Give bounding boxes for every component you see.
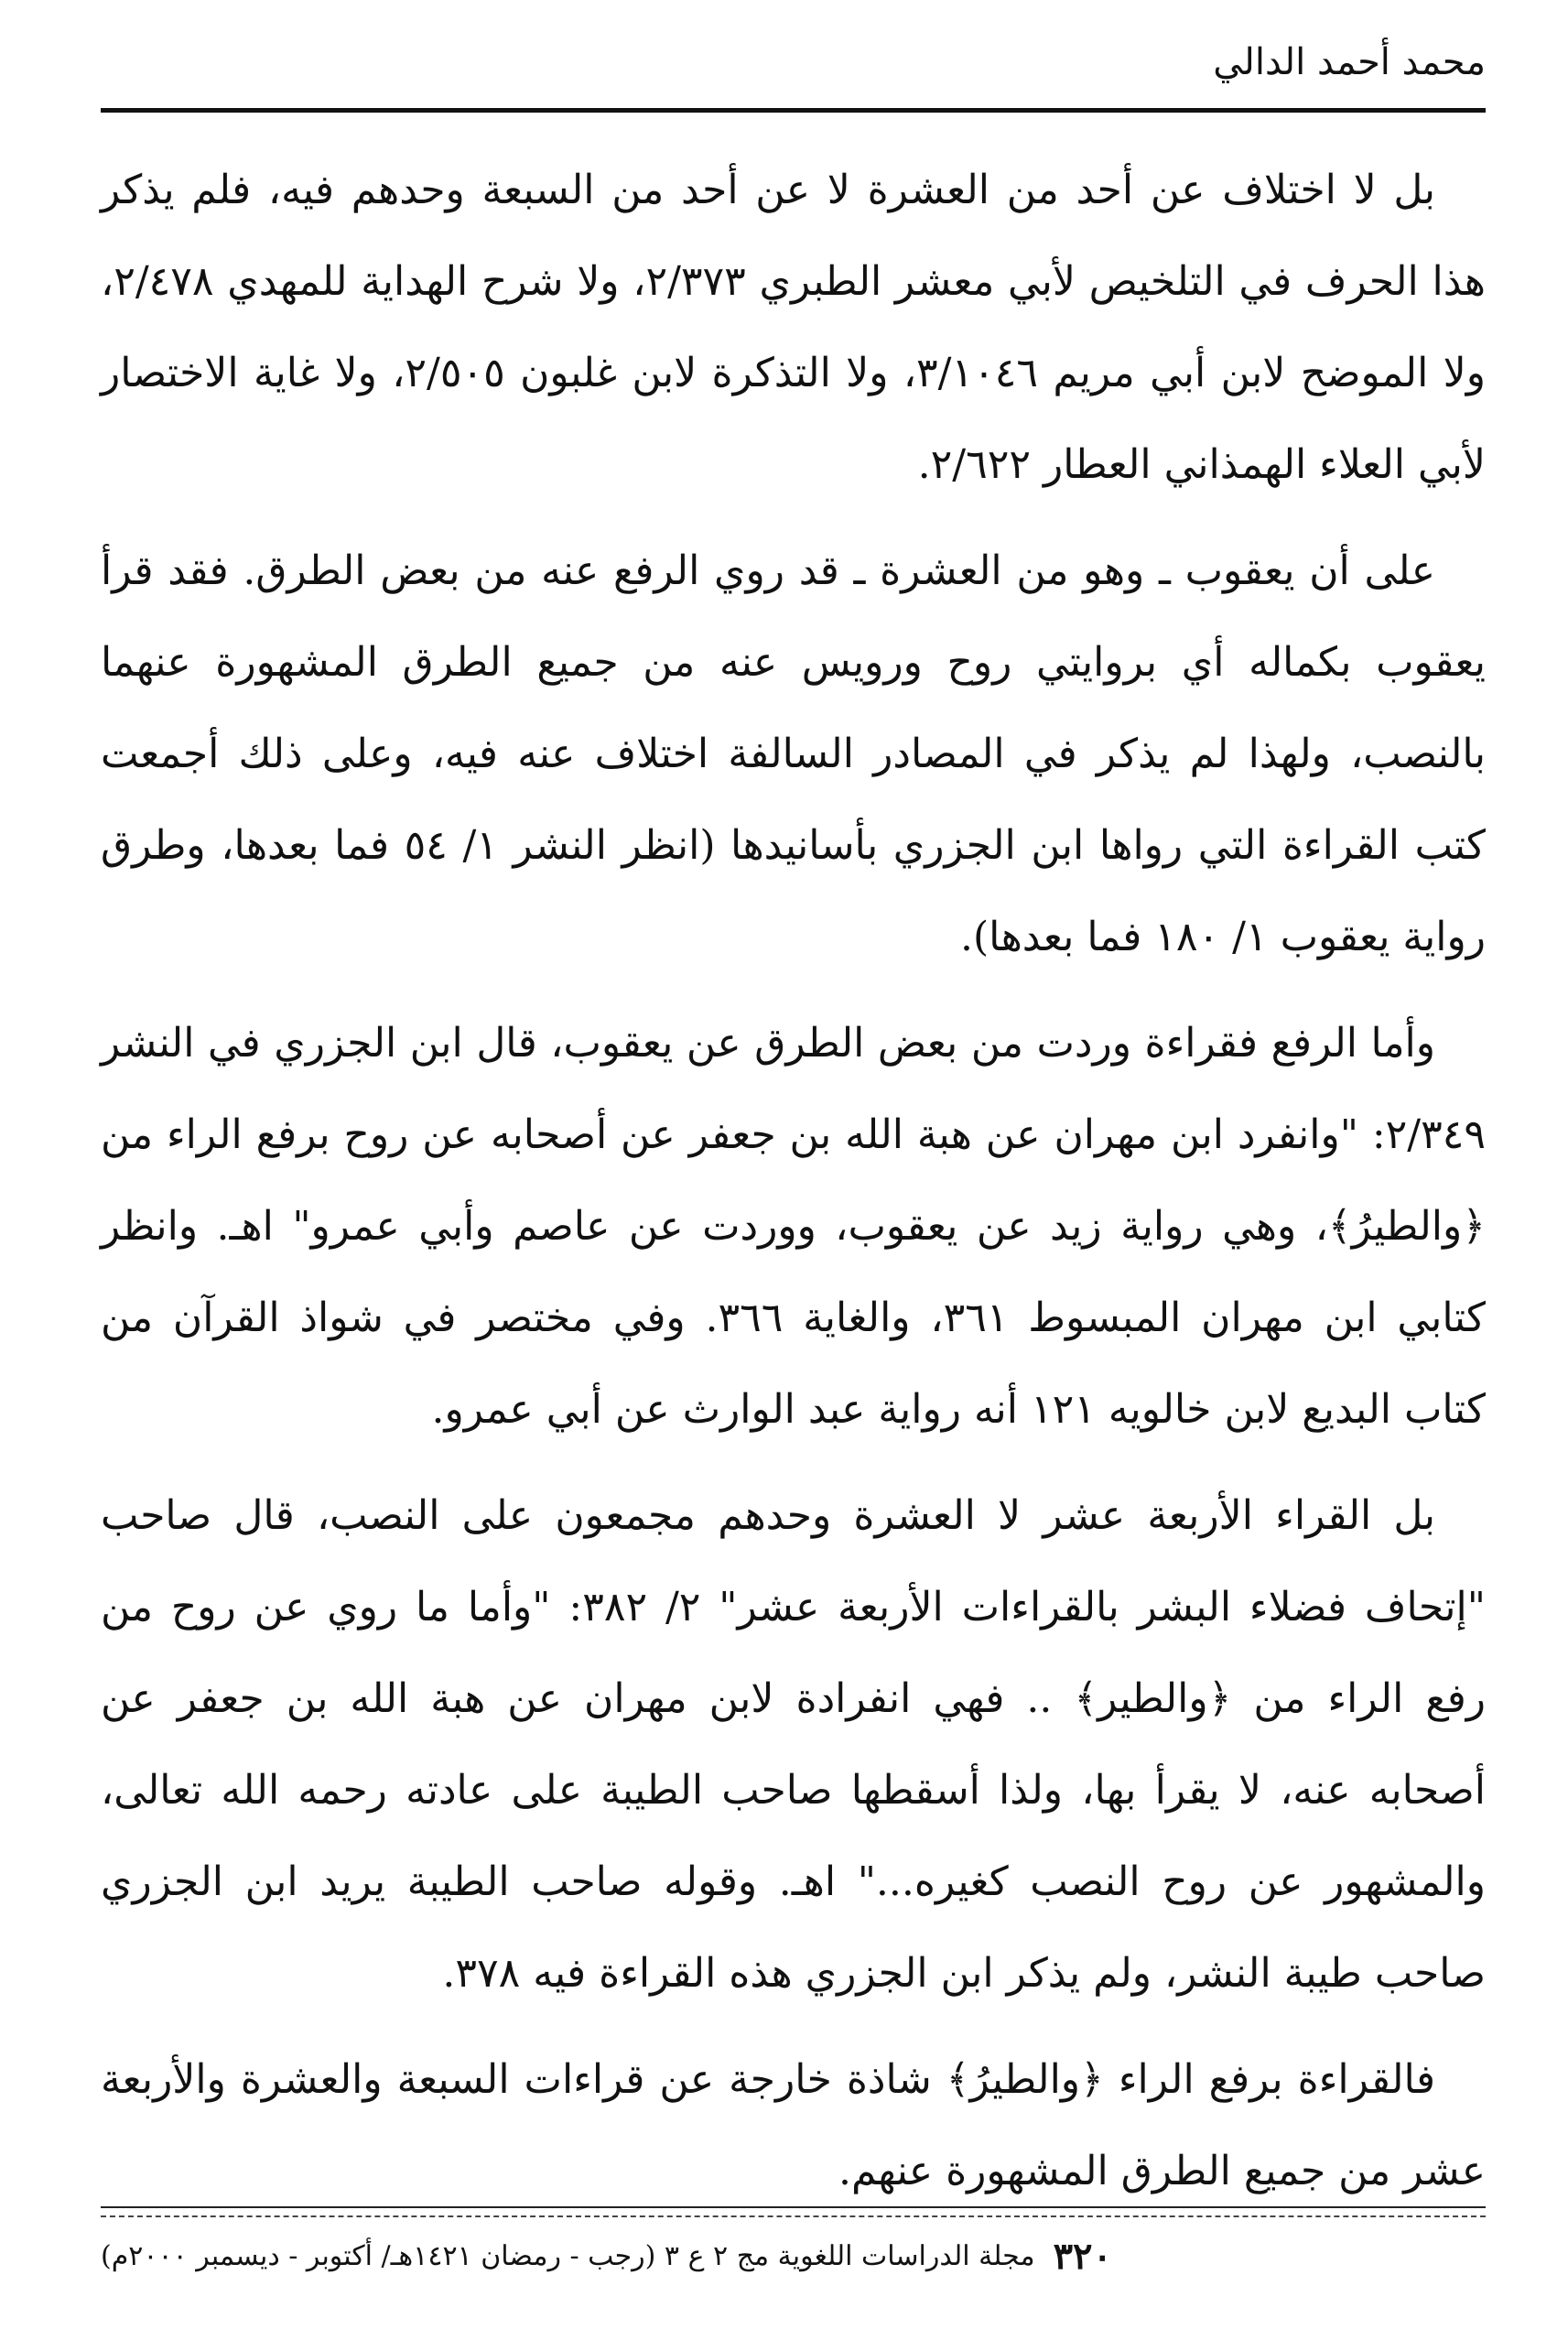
paragraph-5: فالقراءة برفع الراء ﴿والطيرُ﴾ شاذة خارجة عن قراءات السبعة والعشرة والأربعة عشر من جميع الطرق المشهورة عنهم. <box>101 2056 1486 2194</box>
body-text <box>101 145 1486 2232</box>
journal-citation: مجلة الدراسات اللغوية مج ٢ ع ٣ (رجب - رمضان ١٤٢١هـ/ أكتوبر - ديسمبر ٢٠٠٠م) <box>101 2240 1035 2272</box>
paragraph-2: على أن يعقوب ـ وهو من العشرة ـ قد روي الرفع عنه من بعض الطرق. فقد قرأ يعقوب بكماله أي بروايتي روح ورويس عنه من جميع الطرق المشهورة عنهما بالنصب، ولهذا لم يذكر في المصادر السالفة اختلاف عنه فيه، وعلى ذلك أجمعت كتب القراءة التي رواها ابن الجزري بأسانيدها (انظر النشر ١/ ٥٤ فما بعدها، وطرق رواية يعقوب ١/ ١٨٠ فما بعدها). <box>101 547 1486 960</box>
header-rule <box>101 108 1486 113</box>
footer-rule <box>101 2206 1486 2208</box>
page-footer <box>101 2234 1486 2280</box>
paragraph-1: بل لا اختلاف عن أحد من العشرة لا عن أحد من السبعة وحدهم فيه، فلم يذكر هذا الحرف في التلخيص لأبي معشر الطبري ٢/٣٧٣، ولا شرح الهداية للمهدي ٢/٤٧٨، ولا الموضح لابن أبي مريم ٣/١٠٤٦، ولا التذكرة لابن غلبون ٢/٥٠٥، ولا غاية الاختصار لأبي العلاء الهمذاني العطار ٢/٦٢٢. <box>101 167 1486 488</box>
page-number: ٣٢٠ <box>1053 2235 1113 2278</box>
footer-rule-dashed <box>101 2215 1486 2217</box>
running-title: محمد أحمد الدالي <box>1213 41 1486 83</box>
paragraph-3: وأما الرفع فقراءة وردت من بعض الطرق عن يعقوب، قال ابن الجزري في النشر ٢/٣٤٩: "وانفرد ابن مهران عن هبة الله بن جعفر عن أصحابه عن روح برفع الراء من ﴿والطيرُ﴾، وهي رواية زيد عن يعقوب، ووردت عن عاصم وأبي عمرو" اهـ. وانظر كتابي ابن مهران المبسوط ٣٦١، والغاية ٣٦٦. وفي مختصر في شواذ القرآن من كتاب البديع لابن خالويه ١٢١ أنه رواية عبد الوارث عن أبي عمرو. <box>101 1020 1486 1433</box>
paragraph-4: بل القراء الأربعة عشر لا العشرة وحدهم مجمعون على النصب، قال صاحب "إتحاف فضلاء البشر بالقراءات الأربعة عشر" ٢/ ٣٨٢: "وأما ما روي عن روح من رفع الراء من ﴿والطير﴾ .. فهي انفرادة لابن مهران عن هبة الله بن جعفر عن أصحابه عنه، لا يقرأ بها، ولذا أسقطها صاحب الطيبة على عادته رحمه الله تعالى، والمشهور عن روح النصب كغيره..." اهـ. وقوله صاحب الطيبة يريد ابن الجزري صاحب طيبة النشر، ولم يذكر ابن الجزري هذه القراءة فيه ٣٧٨. <box>101 1492 1486 1997</box>
